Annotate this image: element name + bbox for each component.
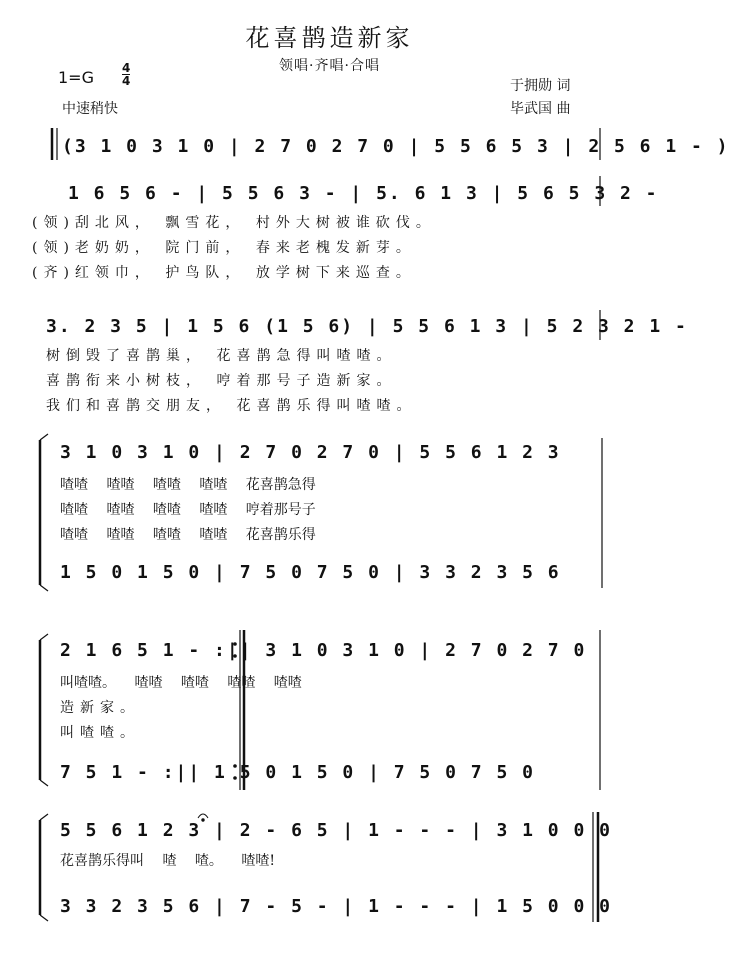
chorus-lyric-1a: 喳喳 喳喳 喳喳 喳喳 花喜鹊急得: [60, 477, 316, 493]
chorus-upper-voice-1: 3 1 0 3 1 0 | 2 7 0 2 7 0 | 5 5 6 1 2 3: [60, 442, 561, 463]
chorus-lower-voice-1: 1 5 0 1 5 0 | 7 5 0 7 5 0 | 3 3 2 3 5 6: [60, 562, 561, 583]
chorus-lyric-2a: 叫喳喳。 喳喳 喳喳 喳喳 喳喳: [60, 675, 302, 691]
verse-lyric-2c: 我们和喜鹊交朋友， 花喜鹊乐得叫喳喳。: [46, 398, 417, 414]
verse-lyric-1c: (齐)红领巾， 护鸟队， 放学树下来巡查。: [32, 265, 416, 281]
ending-upper-voice: 5 5 6 1 2 3 | 2 - 6 5 | 1 - - - | 3 1 0 0 0: [60, 820, 612, 841]
chorus-lyric-1b: 喳喳 喳喳 喳喳 喳喳 哼着那号子: [60, 502, 316, 518]
song-title: 花喜鹊造新家: [245, 24, 414, 52]
tempo-marking: 中速稍快: [62, 101, 118, 117]
verse-melody-line-1: 1 6 5 6 - | 5 5 6 3 - | 5. 6 1 3 | 5 6 5 3 2 -: [68, 183, 659, 204]
lyricist-credit: 于拥勋 词: [510, 78, 571, 94]
chorus-lower-voice-2: 7 5 1 - :|| 1 5 0 1 5 0 | 7 5 0 7 5 0: [60, 762, 535, 783]
verse-lyric-1b: (领)老奶奶， 院门前， 春来老槐发新芽。: [32, 240, 416, 256]
verse-melody-line-2: 3. 2 3 5 | 1 5 6 (1 5 6) | 5 5 6 1 3 | 5 2 3 2 1 -: [46, 316, 688, 337]
verse-lyric-2a: 树倒毁了喜鹊巢， 花喜鹊急得叫喳喳。: [46, 348, 397, 364]
chorus-lyric-2c: 叫喳喳。: [60, 725, 140, 741]
performance-form: 领唱·齐唱·合唱: [279, 58, 380, 74]
chorus-lyric-1c: 喳喳 喳喳 喳喳 喳喳 花喜鹊乐得: [60, 527, 316, 543]
verse-lyric-1a: (领)刮北风， 飘雪花， 村外大树被谁砍伐。: [32, 215, 436, 231]
time-signature-top: 4: [122, 61, 131, 75]
chorus-lyric-2b: 造新家。: [60, 700, 140, 716]
intro-melody: (3 1 0 3 1 0 | 2 7 0 2 7 0 | 5 5 6 5 3 | 2 5 6 1 - ): [62, 136, 730, 157]
composer-credit: 毕武国 曲: [510, 101, 571, 117]
ending-lyric: 花喜鹊乐得叫 喳 喳。 喳喳!: [60, 853, 275, 869]
key-signature: 1=G: [58, 68, 94, 87]
chorus-upper-voice-2: 2 1 6 5 1 - :|| 3 1 0 3 1 0 | 2 7 0 2 7 0: [60, 640, 587, 661]
ending-lower-voice: 3 3 2 3 5 6 | 7 - 5 - | 1 - - - | 1 5 0 0 0: [60, 896, 612, 917]
time-signature-bottom: 4: [122, 74, 131, 88]
verse-lyric-2b: 喜鹊衔来小树枝， 哼着那号子造新家。: [46, 373, 397, 389]
